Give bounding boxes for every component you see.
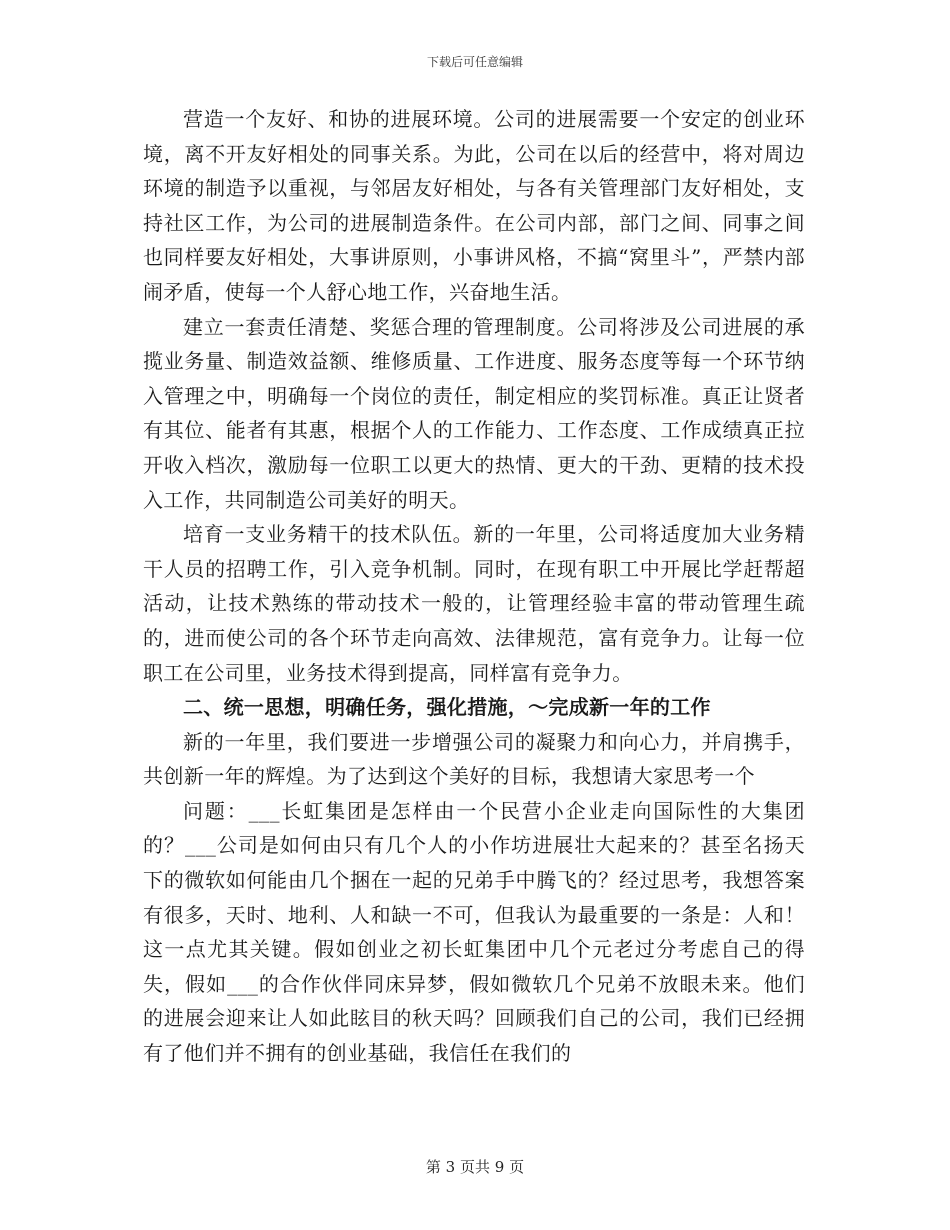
paragraph-question: 问题：___长虹集团是怎样由一个民营小企业走向国际性的大集团的？___公司是如何由只有几个人的小作坊进展壮大起来的？甚至名扬天下的微软如何能由几个捆在一起的兄弟手中腾飞的？经过思考，我想答案有很多，天时、地利、人和缺一不可，但我认为最重要的一条是：人和！这一点尤其关键。假如创业之初长虹集团中几个元老过分考虑自己的得失，假如___的合作伙伴同床异梦，假如微软几个兄弟不放眼未来。他们的进展会迎来让人如此眩目的秋天吗？回顾我们自己的公司，我们已经拥有了他们并不拥有的创业基础，我信任在我们的 [143,798,805,1066]
page-header: 下载后可任意编辑 [426,55,523,69]
page-number: 第 3 页共 9 页 [425,1158,525,1176]
paragraph-new-year: 新的一年里，我们要进一步增强公司的凝聚力和向心力，并肩携手，共创新一年的辉煌。为了达到这个美好的目标，我想请大家思考一个 [143,729,805,789]
paragraph-technical-team: 培育一支业务精干的技术队伍。新的一年里，公司将适度加大业务精干人员的招聘工作，引入竞争机制。同时，在现有职工中开展比学赶帮超活动，让技术熟练的带动技术一般的，让管理经验丰富的带动管理生疏的，进而使公司的各个环节走向高效、法律规范，富有竞争力。让每一位职工在公司里，业务技术得到提高，同样富有竞争力。 [143,522,805,685]
section-heading: 二、统一思想，明确任务，强化措施，～完成新一年的工作 [183,695,711,720]
paragraph-environment: 营造一个友好、和协的进展环境。公司的进展需要一个安定的创业环境，离不开友好相处的同事关系。为此，公司在以后的经营中，将对周边环境的制造予以重视，与邻居友好相处，与各有关管理部门友好相处，支持社区工作，为公司的进展制造条件。在公司内部，部门之间、同事之间也同样要友好相处，大事讲原则，小事讲风格，不搞“窝里斗”，严禁内部闹矛盾，使每一个人舒心地工作，兴奋地生活。 [143,107,805,304]
paragraph-management-system: 建立一套责任清楚、奖惩合理的管理制度。公司将涉及公司进展的承揽业务量、制造效益额、维修质量、工作进度、服务态度等每一个环节纳入管理之中，明确每一个岗位的责任，制定相应的奖罚标准。真正让贤者有其位、能者有其惠，根据个人的工作能力、工作态度、工作成绩真正拉开收入档次，激励每一位职工以更大的热情、更大的干劲、更精的技术投入工作，共同制造公司美好的明天。 [143,314,805,512]
document-body [143,102,805,1071]
